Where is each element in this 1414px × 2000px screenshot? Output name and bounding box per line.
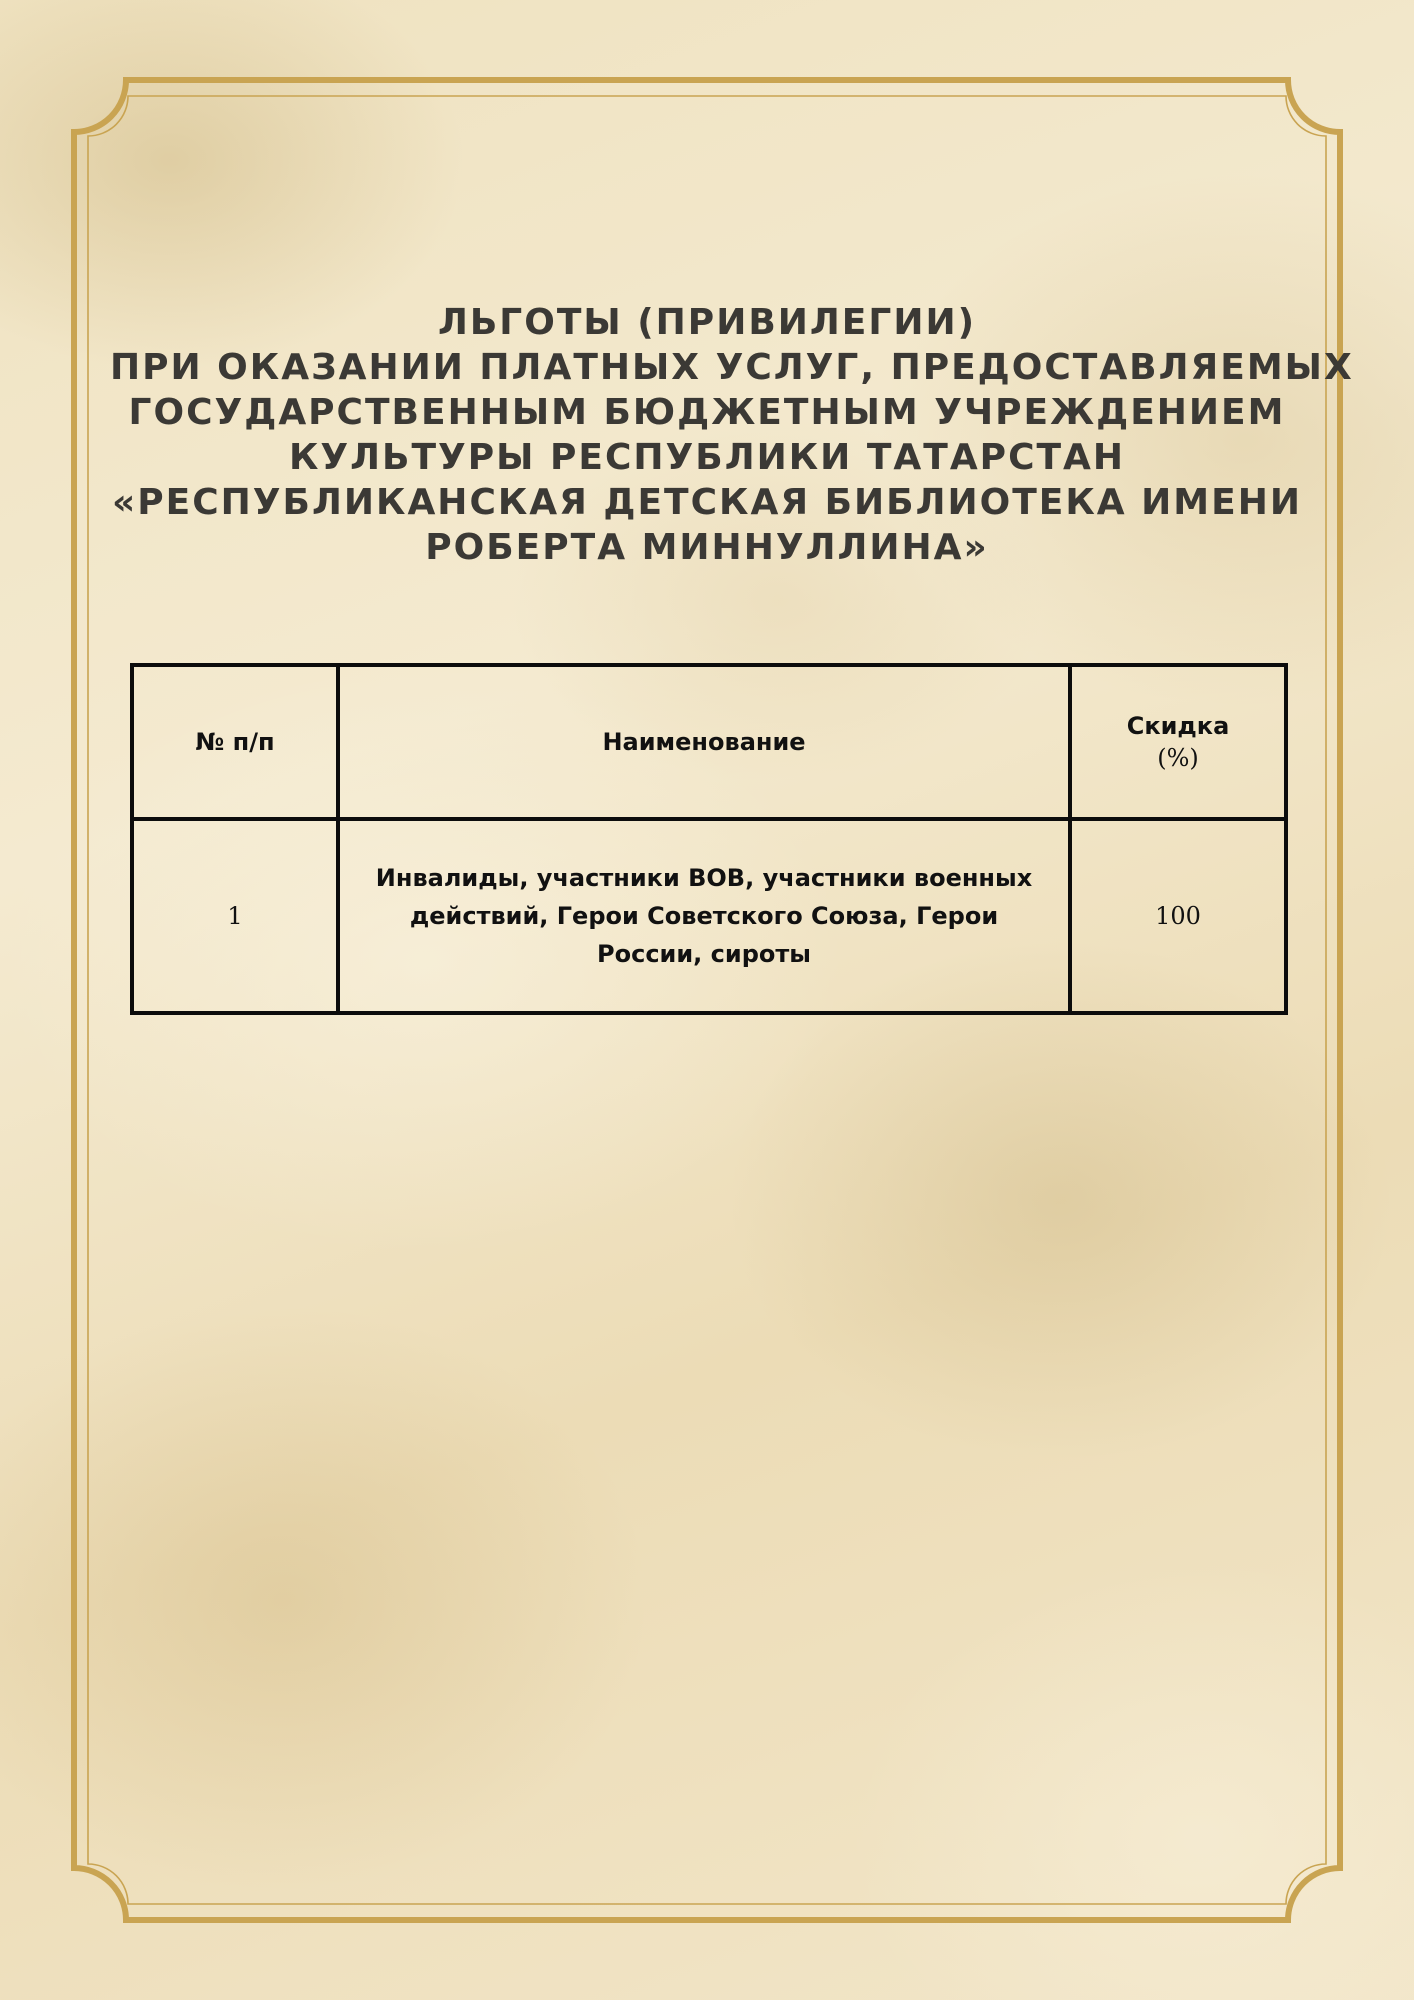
- title-line: ПРИ ОКАЗАНИИ ПЛАТНЫХ УСЛУГ, ПРЕДОСТАВЛЯЕМЫХ: [110, 347, 1354, 388]
- title-line: РОБЕРТА МИННУЛЛИНА»: [425, 527, 989, 568]
- document-title: [110, 300, 1354, 570]
- cell-name: Инвалиды, участники ВОВ, участники военных действий, Герои Советского Союза, Герои России, сироты: [338, 819, 1070, 1013]
- title-line: «РЕСПУБЛИКАНСКАЯ ДЕТСКАЯ БИБЛИОТЕКА ИМЕНИ: [112, 482, 1302, 523]
- title-line: ГОСУДАРСТВЕННЫМ БЮДЖЕТНЫМ УЧРЕЖДЕНИЕМ: [128, 392, 1286, 433]
- header-number: № п/п: [132, 665, 338, 819]
- cell-number: 1: [132, 819, 338, 1013]
- cell-discount: 100: [1070, 819, 1286, 1013]
- table-header-row: [132, 665, 1286, 819]
- table-row: [132, 819, 1286, 1013]
- title-line: КУЛЬТУРЫ РЕСПУБЛИКИ ТАТАРСТАН: [288, 437, 1126, 478]
- benefits-table-container: [130, 663, 1284, 1015]
- header-name: Наименование: [338, 665, 1070, 819]
- header-discount-unit: (%): [1157, 744, 1199, 772]
- header-discount-label: Скидка: [1126, 712, 1230, 740]
- header-discount: [1070, 665, 1286, 819]
- benefits-table: [130, 663, 1288, 1015]
- title-line: ЛЬГОТЫ (ПРИВИЛЕГИИ): [437, 302, 977, 343]
